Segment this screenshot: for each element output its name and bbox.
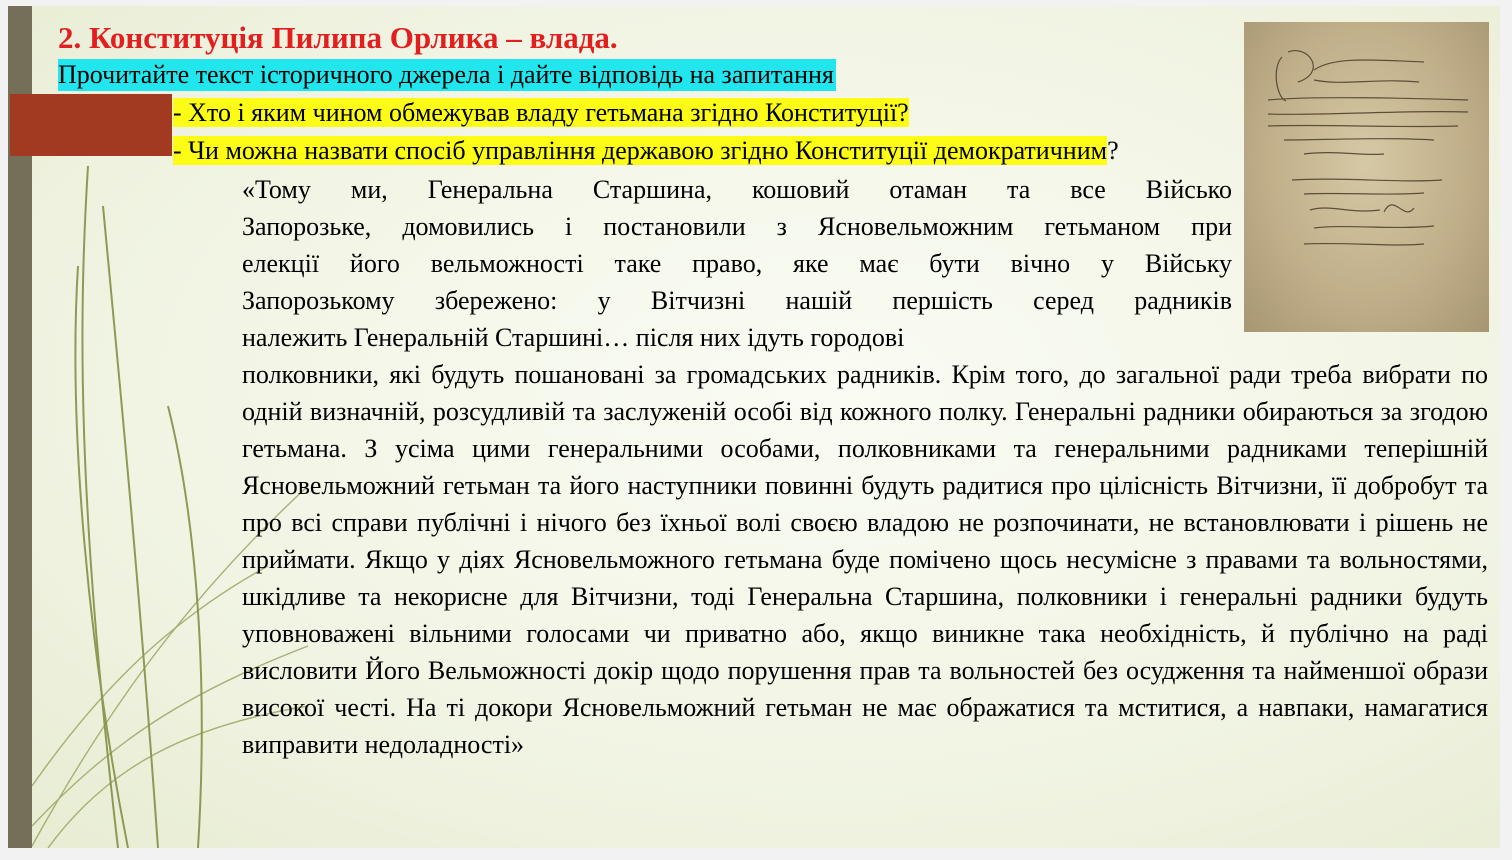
quote-line-4: Запорозькому збережено: у Вітчизні нашій першість серед радників: [242, 286, 1232, 315]
question-2: [173, 135, 1119, 167]
question-2-mark: ?: [1107, 136, 1119, 165]
slide: [8, 6, 1500, 848]
quote-line-5: належить Генеральній Старшині… після них ідуть городові: [242, 323, 905, 352]
manuscript-handwriting: [1244, 22, 1489, 332]
quote-body: полковники, які будуть пошановані за громадських радників. Крім того, до загальної ради треба вибрати по одній визначній, розсудливій та заслуженій особі від кожного полку. Генеральні радники обираються за згодою гетьмана. З усіма цими генеральними особами, полковниками та генеральними радниками теперішній Ясновельможний гетьман та його наступники повинні будуть радитися про цілісність Вітчизни, її добробут та про всі справи публічні і нічого без їхньої волі своєю владою не розпочинати, не встановлювати і рішень не приймати. Якщо у діях Ясновельможного гетьмана буде помічено щось несумісне з правами та вольностями, шкідливе та некорисне для Вітчизни, тоді Генеральна Старшина, полковники і генеральні радники будуть уповноважені вільними голосами чи приватно або, якщо виникне така необхідність, й публічно на раді висловити Його Вельможності докір щодо порушення прав та вольностей без осудження та найменшої образи високої честі. На ті докори Ясновельможний гетьман не має ображатися та мститися, а навпаки, намагатися виправити недоладності»: [242, 360, 1488, 759]
quote-top-block: [242, 171, 1232, 356]
slide-title: 2. Конституція Пилипа Орлика – влада.: [58, 20, 618, 55]
manuscript-image: [1244, 22, 1489, 332]
quote-line-1: «Тому ми, Генеральна Старшина, кошовий отаман та все Військо: [242, 175, 1232, 204]
quote-line-2: Запорозьке, домовились і постановили з Ясновельможним гетьманом при: [242, 212, 1232, 241]
red-accent-bar: [10, 94, 172, 156]
instruction-text: Прочитайте текст історичного джерела і дайте відповідь на запитання: [58, 60, 834, 89]
question-2-text: - Чи можна назвати спосіб управління державою згідно Конституції демократичним: [173, 136, 1108, 165]
quote-line-3: елекції його вельможності таке право, яке має бути вічно у Війську: [242, 249, 1232, 278]
question-1-text: - Хто і яким чином обмежував владу гетьмана згідно Конституції?: [173, 98, 909, 127]
question-1: [173, 97, 909, 129]
